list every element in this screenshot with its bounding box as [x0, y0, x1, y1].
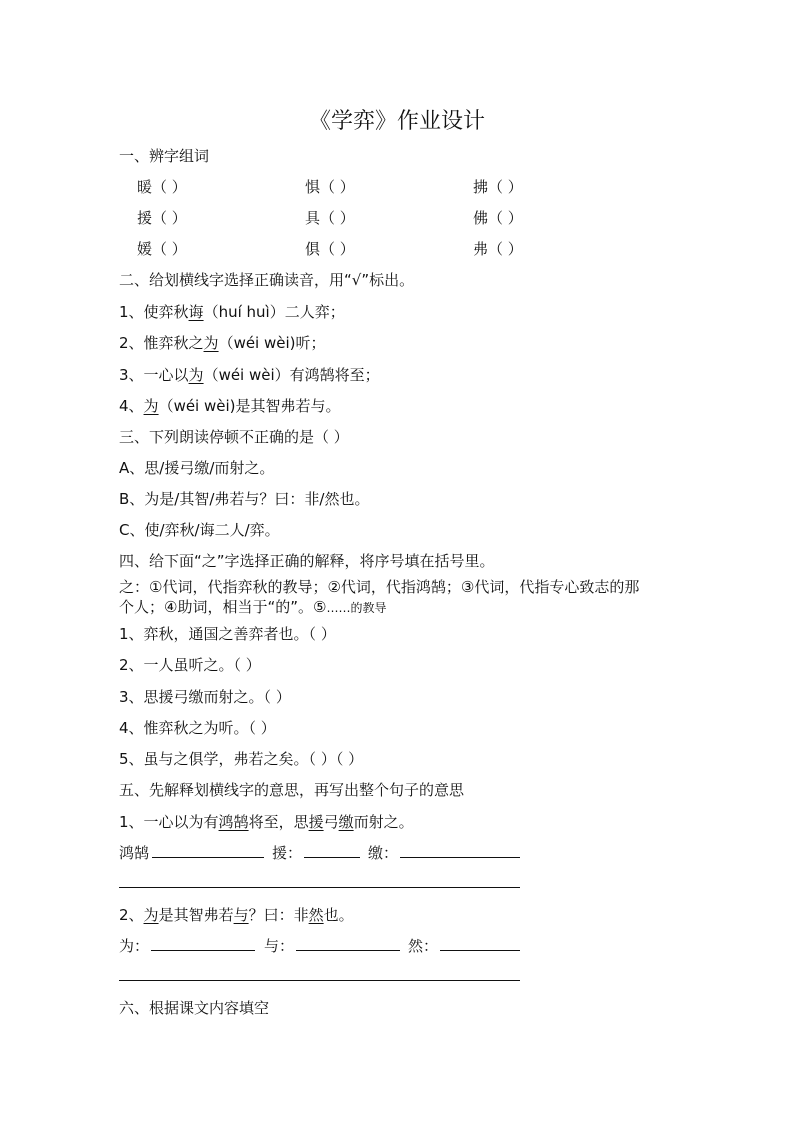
s2-q2-post: （wéi wèi)听； — [218, 334, 326, 352]
s5-q1-sentence-line[interactable] — [119, 887, 520, 888]
s5-q2-underlined-2: 与 — [233, 906, 249, 924]
s5-q2-label-b: 与： — [264, 937, 295, 955]
s1-r2-c1: 援（ ） — [137, 209, 187, 227]
s5-q1-answer-line-c[interactable] — [400, 857, 520, 858]
s2-question-2 — [119, 332, 326, 353]
s2-q1-post: （huí huì）二人弈； — [203, 303, 345, 321]
s5-q1-mid: 将至，思 — [248, 813, 309, 831]
s5-q1-underlined-3: 缴 — [338, 813, 354, 831]
s1-r3-c1: 媛（ ） — [137, 240, 187, 258]
s5-q2-label-a: 为： — [119, 937, 150, 955]
s4-question-4: 4、惟弈秋之为听。（ ） — [119, 719, 276, 737]
s1-r3-c2: 俱（ ） — [305, 240, 355, 258]
s4-question-1: 1、弈秋，通国之善弈者也。（ ） — [119, 625, 336, 643]
s5-q2-mid2: ？曰：非 — [248, 906, 309, 924]
s2-q4-pre: 4、 — [119, 397, 144, 415]
s4-question-2: 2、一人虽听之。（ ） — [119, 656, 261, 674]
s5-q1-answer-line-b[interactable] — [304, 857, 360, 858]
s2-q3-post: （wéi wèi）有鸿鹄将至； — [203, 366, 380, 384]
s4-question-5: 5、虽与之俱学，弗若之矣。（ ）（ ） — [119, 750, 364, 768]
s5-q1-label-a: 鸿鹄 — [119, 844, 150, 862]
section-5-heading: 五、先解释划横线字的意思，再写出整个句子的意思 — [119, 781, 465, 799]
s1-r1-c3: 拂（ ） — [473, 178, 523, 196]
s1-r1-c1: 暖（ ） — [137, 178, 187, 196]
s2-q3-pre: 3、一心以 — [119, 366, 189, 384]
s5-q2-underlined-3: 然 — [308, 906, 324, 924]
s5-q1-mid2: 弓 — [323, 813, 339, 831]
s2-q2-underlined: 为 — [203, 334, 219, 352]
s4-question-3: 3、思援弓缴而射之。（ ） — [119, 688, 291, 706]
s5-q1-answer-line-a[interactable] — [152, 857, 264, 858]
section-6-heading: 六、根据课文内容填空 — [119, 999, 270, 1017]
s5-q1-post: 而射之。 — [353, 813, 414, 831]
page-title: 《学弈》作业设计 — [308, 109, 485, 134]
s5-q1-pre: 1、一心以为有 — [119, 813, 219, 831]
section-2-heading: 二、给划横线字选择正确读音，用“√”标出。 — [119, 271, 415, 289]
s3-option-a: A、思/援弓缴/而射之。 — [119, 459, 275, 477]
s4-def2-main: 个人；④助词，相当于“的”。⑤ — [119, 598, 327, 616]
s5-q1-label-c: 缴： — [368, 844, 399, 862]
s4-definition-line-2 — [119, 596, 386, 617]
s2-question-3 — [119, 364, 380, 385]
section-4-heading: 四、给下面“之”字选择正确的解释，将序号填在括号里。 — [119, 552, 495, 570]
s5-q2-underlined-1: 为 — [143, 906, 159, 924]
s5-q2-mid: 是其智弗若 — [158, 906, 234, 924]
s1-r2-c2: 具（ ） — [305, 209, 355, 227]
section-1-heading: 一、辨字组词 — [119, 147, 210, 165]
s5-q2-label-c: 然： — [408, 937, 439, 955]
s4-def2-small: ……的教导 — [326, 601, 387, 615]
s2-q4-post: （wéi wèi)是其智弗若与。 — [158, 397, 341, 415]
s3-option-b: B、为是/其智/弗若与？曰：非/然也。 — [119, 490, 370, 508]
s2-q1-underlined: 诲 — [188, 303, 204, 321]
s2-q3-underlined: 为 — [188, 366, 204, 384]
s5-q2-answer-line-c[interactable] — [440, 950, 520, 951]
s5-q1-label-b: 援： — [272, 844, 303, 862]
s1-r1-c2: 惧（ ） — [305, 178, 355, 196]
s2-q2-pre: 2、惟弈秋之 — [119, 334, 204, 352]
s5-question-2 — [119, 904, 354, 925]
s5-question-1 — [119, 811, 414, 832]
s2-question-1 — [119, 301, 345, 322]
s2-question-4 — [119, 395, 341, 416]
s3-option-c: C、使/弈秋/诲二人/弈。 — [119, 521, 280, 539]
s2-q1-pre: 1、使弈秋 — [119, 303, 189, 321]
s5-q2-answer-line-b[interactable] — [296, 950, 400, 951]
s1-r3-c3: 弗（ ） — [473, 240, 523, 258]
s1-r2-c3: 佛（ ） — [473, 209, 523, 227]
s5-q2-answer-line-a[interactable] — [151, 950, 255, 951]
s5-q2-pre: 2、 — [119, 906, 144, 924]
s5-q1-underlined-2: 援 — [308, 813, 324, 831]
s5-q1-underlined-1: 鸿鹄 — [218, 813, 249, 831]
s5-q2-sentence-line[interactable] — [119, 980, 520, 981]
s5-q2-post: 也。 — [323, 906, 354, 924]
section-3-heading: 三、下列朗读停顿不正确的是（ ） — [119, 428, 349, 446]
s4-definition-line-1: 之：①代词，代指弈秋的教导；②代词，代指鸿鹄；③代词，代指专心致志的那 — [119, 578, 640, 596]
s2-q4-underlined: 为 — [143, 397, 159, 415]
